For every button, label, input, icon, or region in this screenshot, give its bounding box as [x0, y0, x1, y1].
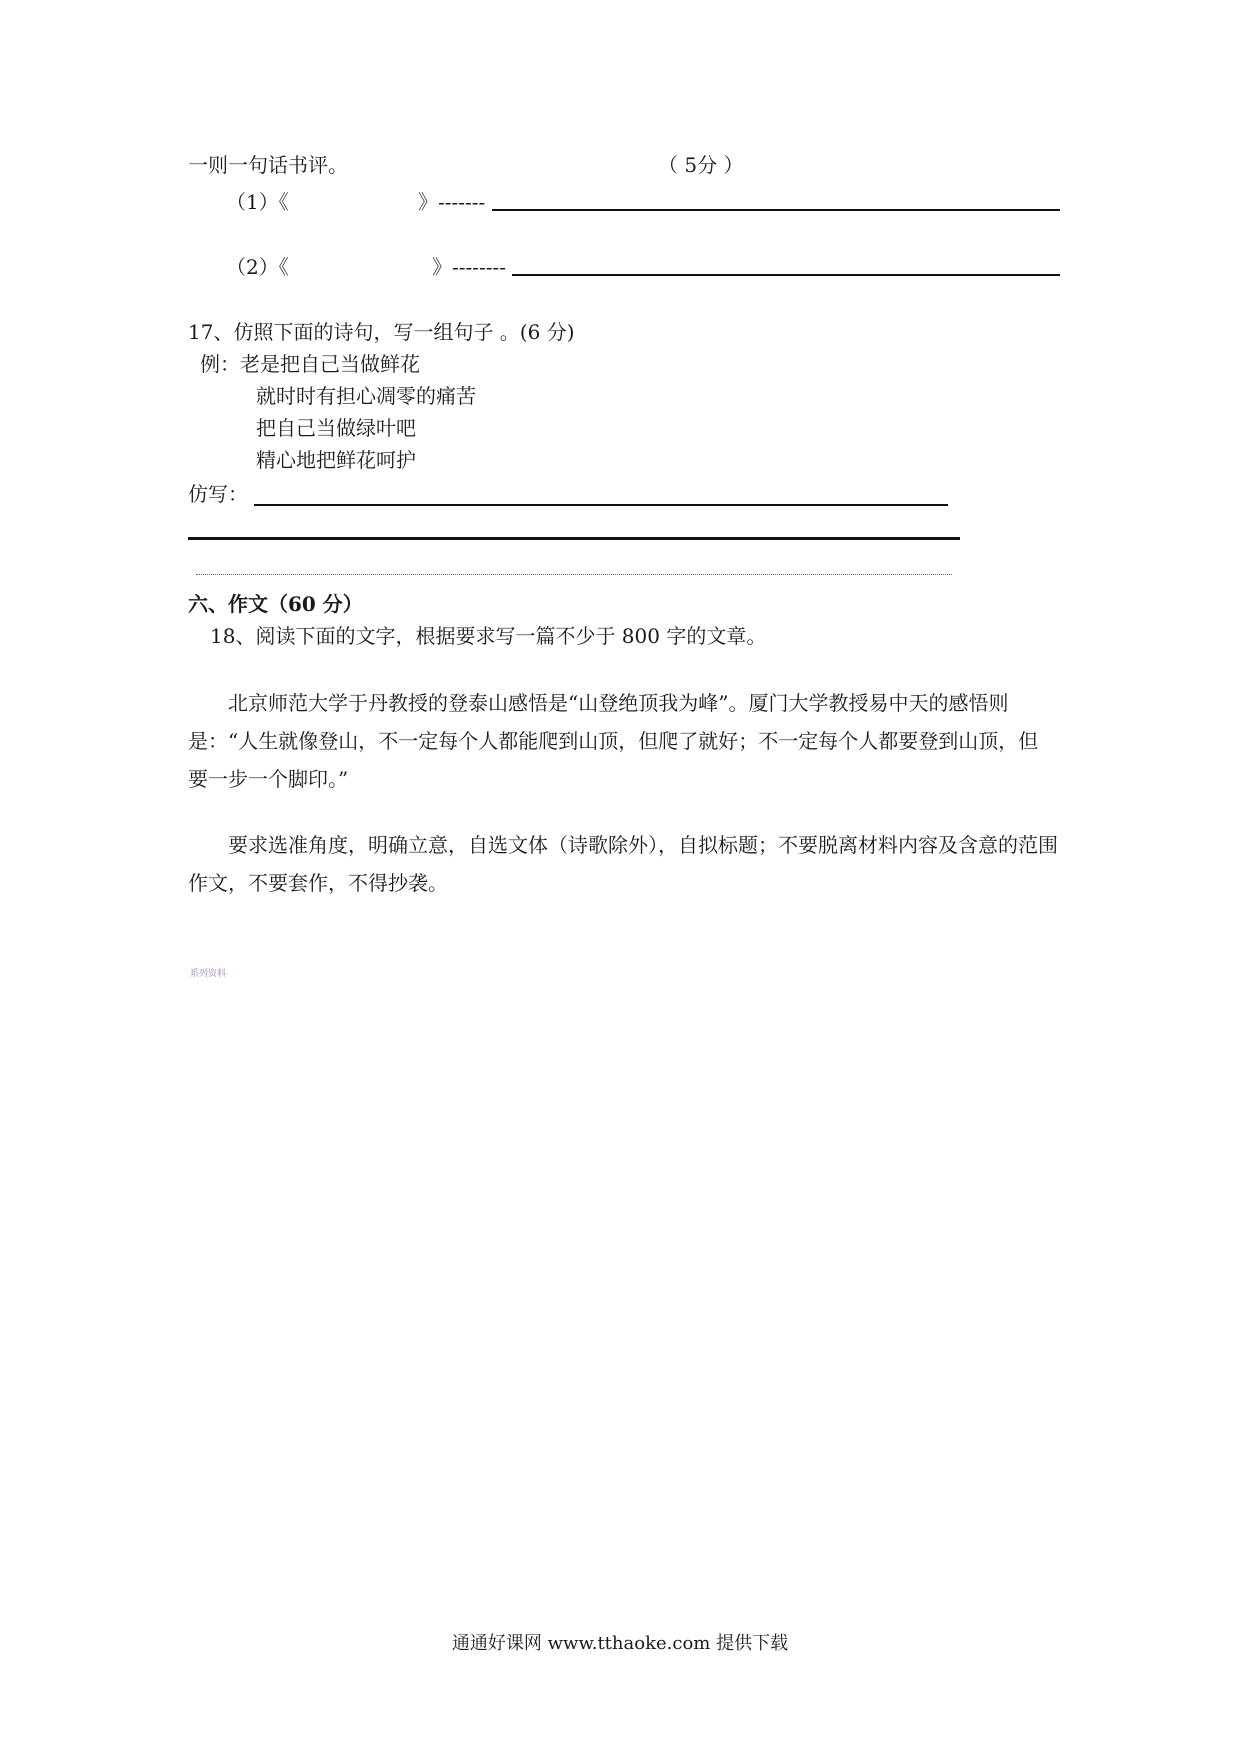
example-line-4: 精心地把鲜花呵护: [256, 448, 416, 472]
imitate-label: 仿写：: [188, 482, 248, 506]
review-item-1-answer-line[interactable]: [492, 209, 1060, 211]
material-paragraph: 北京师范大学于丹教授的登泰山感悟是“山登绝顶我为峰”。厦门大学教授易中天的感悟则是：“人生就像登山，不一定每个人都能爬到山顶，但爬了就好；不一定每个人都要登到山顶，但要一步一个脚印。”: [188, 691, 1039, 791]
small-watermark-text: 系列资料: [190, 969, 227, 979]
example-line-1: 例：老是把自己当做鲜花: [200, 352, 420, 376]
question-17-heading: 17、仿照下面的诗句，写一组句子 。(6 分): [188, 320, 575, 344]
requirements-paragraph: 要求选准角度，明确立意，自选文体（诗歌除外），自拟标题；不要脱离材料内容及含意的范围作文，不要套作，不得抄袭。: [188, 833, 1058, 895]
book-review-score: （ 5分 ）: [658, 153, 744, 177]
book-review-intro: 一则一句话书评。: [188, 153, 348, 177]
review-item-2-suffix: 》--------: [432, 255, 507, 279]
imitate-answer-line-2[interactable]: [188, 537, 960, 540]
page-footer: 通通好课网 www.tthaoke.com 提供下载: [451, 1633, 789, 1654]
question-18-prompt: 18、阅读下面的文字，根据要求写一篇不少于 800 字的文章。: [210, 624, 767, 648]
imitate-answer-line-1[interactable]: [254, 504, 948, 506]
review-item-2-prefix: （2）《: [226, 255, 289, 279]
review-item-1-prefix: （1）《: [226, 190, 289, 214]
section-6-title: 六、作文（60 分）: [188, 592, 363, 616]
example-line-2: 就时时有担心凋零的痛苦: [256, 384, 476, 408]
dotted-separator: [196, 574, 952, 575]
review-item-1-suffix: 》-------: [418, 190, 486, 214]
example-line-3: 把自己当做绿叶吧: [256, 416, 416, 440]
review-item-2-answer-line[interactable]: [512, 274, 1060, 276]
